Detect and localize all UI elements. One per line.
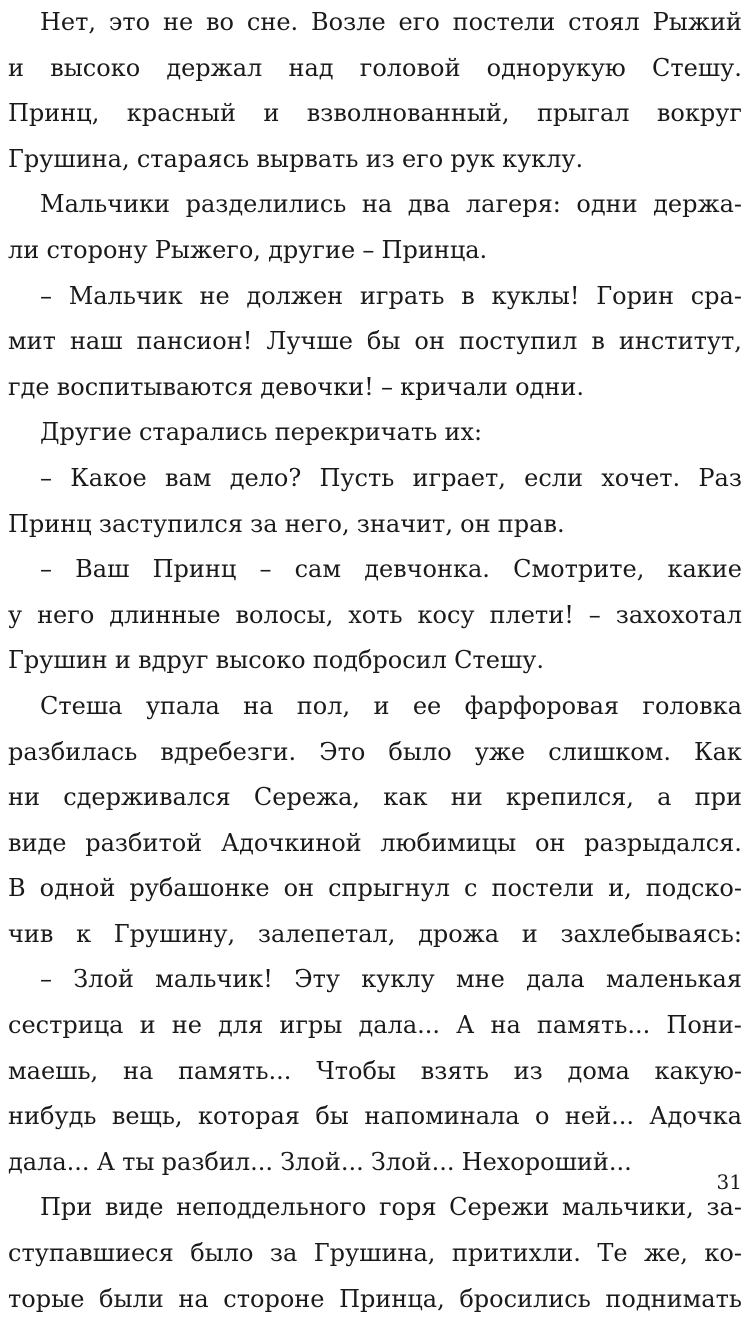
text-line: Грушин и вдруг высоко подбросил Стешу. — [8, 646, 545, 675]
text-line: мит наш пансион! Лучше бы он поступил в институт, — [8, 327, 742, 356]
text-line: Стеша упала на пол, и ее фарфоровая головка — [40, 691, 742, 720]
body-text — [8, 0, 742, 1322]
text-line: ли сторону Рыжего, другие – Принца. — [8, 235, 488, 264]
text-line: – Мальчик не должен играть в куклы! Горин сра- — [40, 281, 742, 310]
text-line: – Злой мальчик! Эту куклу мне дала маленькая — [40, 965, 742, 994]
text-line: сестрица и не для игры дала... А на память... Пони- — [8, 1011, 742, 1040]
text-line: и высоко держал над головой однорукую Стешу. — [8, 53, 742, 82]
text-line: Мальчики разделились на два лагеря: одни держа- — [40, 190, 742, 219]
text-line: нибудь вещь, которая бы напоминала о ней... Адочка — [8, 1102, 742, 1131]
text-line: торые были на стороне Принца, бросились поднимать — [8, 1284, 742, 1313]
text-line: При виде неподдельного горя Сережи мальчики, за- — [40, 1193, 742, 1222]
text-line: Принц заступился за него, значит, он прав. — [8, 509, 565, 538]
text-line: у него длинные волосы, хоть косу плети! – захохотал — [8, 600, 742, 629]
text-line: Другие старались перекричать их: — [40, 418, 483, 447]
text-line: ни сдерживался Сережа, как ни крепился, а при — [8, 783, 742, 812]
text-line: где воспитываются девочки! – кричали одни. — [8, 372, 584, 401]
text-line: Принц, красный и взволнованный, прыгал вокруг — [8, 99, 742, 128]
text-line: чив к Грушину, залепетал, дрожа и захлебываясь: — [8, 919, 742, 948]
text-line: – Ваш Принц – сам девчонка. Смотрите, какие — [40, 555, 742, 584]
text-line: разбилась вдребезги. Это было уже слишком. Как — [8, 737, 742, 766]
text-line: В одной рубашонке он спрыгнул с постели и, подско- — [8, 874, 742, 903]
text-line: виде разбитой Адочкиной любимицы он разрыдался. — [8, 828, 742, 857]
text-line: Нет, это не во сне. Возле его постели стоял Рыжий — [40, 8, 742, 36]
text-line: Грушина, стараясь вырвать из его рук куклу. — [8, 144, 584, 173]
text-line: ступавшиеся было за Грушина, притихли. Те же, ко- — [8, 1239, 742, 1268]
text-line: – Какое вам дело? Пусть играет, если хочет. Раз — [40, 463, 742, 492]
text-line: дала... А ты разбил... Злой... Злой... Нехороший... — [8, 1147, 632, 1176]
text-line: маешь, на память... Чтобы взять из дома какую- — [8, 1056, 742, 1085]
page-number: 31 — [716, 1170, 742, 1194]
